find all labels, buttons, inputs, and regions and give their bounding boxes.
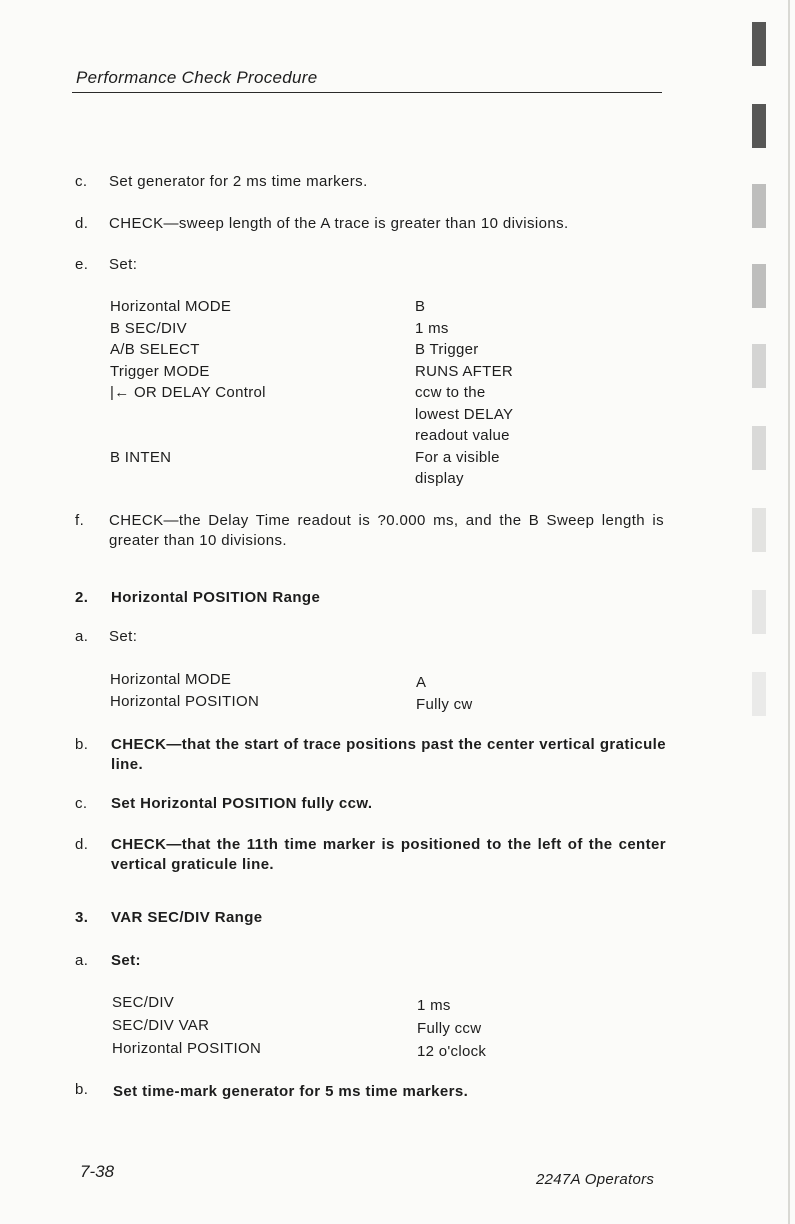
edge-tab-mark [752, 590, 766, 634]
step-text: CHECK—sweep length of the A trace is greater than 10 divisions. [109, 215, 569, 232]
edge-tab-mark [752, 426, 766, 470]
setting-value: 12 o'clock [417, 1043, 487, 1060]
settings-row [112, 1015, 552, 1038]
edge-tab-mark [752, 508, 766, 552]
settings-row [110, 296, 550, 318]
setting-control: Horizontal POSITION [112, 1040, 262, 1057]
step-label: c. [75, 795, 88, 812]
step-text: CHECK—that the start of trace positions past the center vertical graticule line. [111, 736, 666, 773]
step-label: d. [75, 215, 89, 232]
setting-value: A [416, 674, 427, 691]
section-number: 2. [75, 589, 89, 606]
edge-tab-mark [752, 22, 766, 66]
settings-table-2a [110, 669, 550, 713]
settings-row [112, 992, 552, 1015]
settings-table-e [110, 296, 550, 490]
settings-row [110, 691, 550, 713]
edge-tab-mark [752, 184, 766, 228]
step-label: b. [75, 736, 89, 753]
settings-row [110, 468, 550, 490]
setting-value: Fully ccw [417, 1020, 482, 1037]
settings-row [112, 1038, 552, 1061]
setting-value: B [415, 298, 426, 315]
step-label: f. [75, 512, 85, 529]
settings-table-3a [112, 992, 552, 1061]
page-header-title: Performance Check Procedure [76, 68, 318, 87]
settings-row [110, 404, 550, 426]
step-text: Set: [111, 952, 141, 969]
setting-value: lowest DELAY [415, 405, 514, 423]
step-label: c. [75, 173, 88, 190]
setting-value: B Trigger [415, 341, 479, 358]
step-text: Set Horizontal POSITION fully ccw. [111, 795, 373, 812]
setting-control: SEC/DIV VAR [112, 1017, 210, 1034]
step-text: CHECK—the Delay Time readout is ?0.000 ms, and the B Sweep length is greater than 10 divisions. [109, 512, 664, 549]
page-number: 7-38 [80, 1162, 115, 1181]
setting-control: B SEC/DIV [110, 319, 187, 337]
step-text: Set: [109, 256, 138, 273]
step-label: e. [75, 256, 89, 273]
step-text: Set generator for 2 ms time markers. [109, 173, 368, 190]
setting-value: RUNS AFTER [415, 362, 514, 380]
setting-value: 1 ms [415, 319, 449, 337]
header-rule [72, 92, 662, 93]
setting-control: Horizontal MODE [110, 671, 232, 688]
setting-control: Horizontal MODE [110, 298, 232, 315]
setting-value: Fully cw [416, 696, 473, 713]
page-edge-shadow [788, 0, 790, 1224]
setting-value: 1 ms [417, 997, 451, 1014]
settings-row [110, 382, 550, 404]
setting-value: ccw to the [415, 384, 486, 401]
manual-title: 2247A Operators [536, 1171, 655, 1188]
step-text: Set time-mark generator for 5 ms time markers. [113, 1083, 469, 1100]
settings-row [110, 318, 550, 340]
step-text: Set: [109, 628, 138, 645]
settings-row [110, 425, 550, 447]
setting-control: SEC/DIV [112, 994, 175, 1011]
setting-value: display [415, 470, 464, 487]
step-label: a. [75, 952, 89, 969]
setting-control: |← OR DELAY Control [110, 384, 266, 401]
section-number: 3. [75, 909, 89, 926]
settings-row [110, 669, 550, 691]
section-title: Horizontal POSITION Range [111, 589, 321, 606]
settings-row [110, 339, 550, 361]
edge-tab-mark [752, 672, 766, 716]
setting-control: B INTEN [110, 448, 172, 466]
edge-tab-mark [752, 344, 766, 388]
setting-control: Trigger MODE [110, 362, 210, 380]
step-label: d. [75, 836, 89, 853]
step-label: b. [75, 1081, 89, 1098]
settings-row [110, 447, 550, 469]
setting-control: A/B SELECT [110, 341, 200, 358]
setting-value: For a visible [415, 448, 500, 466]
setting-control: Horizontal POSITION [110, 693, 260, 710]
step-label: a. [75, 628, 89, 645]
settings-row [110, 361, 550, 383]
edge-tab-mark [752, 264, 766, 308]
section-title: VAR SEC/DIV Range [111, 909, 263, 926]
step-text: CHECK—that the 11th time marker is positioned to the left of the center vertical graticule line. [111, 836, 666, 873]
setting-value: readout value [415, 427, 510, 444]
edge-tab-mark [752, 104, 766, 148]
